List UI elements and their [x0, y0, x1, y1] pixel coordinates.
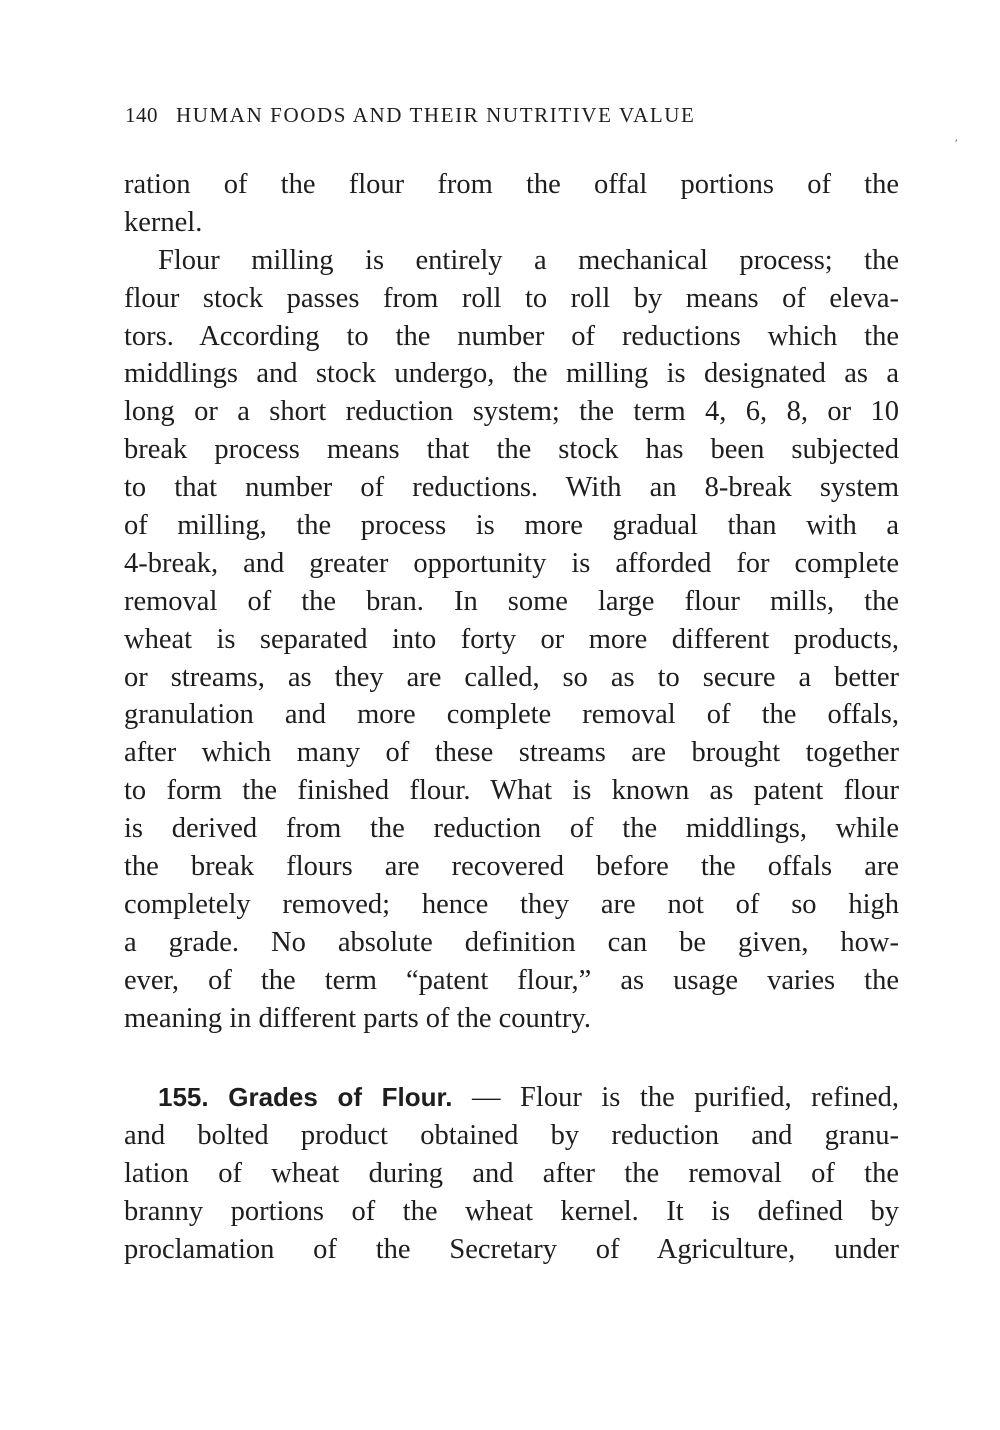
main-text [124, 166, 899, 1037]
stray-ink-mark: ′ [955, 136, 958, 150]
text-line: branny portions of the wheat kernel. It is defined by [124, 1195, 899, 1227]
section-first-line [124, 1079, 899, 1117]
text-line: tors. According to the number of reductions which the [124, 320, 899, 352]
text-line: granulation and more complete removal of the offals, [124, 699, 899, 731]
text-line: middlings and stock undergo, the milling is designated as a [124, 358, 899, 390]
section-heading: 155. Grades of Flour. [158, 1082, 453, 1112]
text-line: proclamation of the Secretary of Agriculture, under [124, 1233, 899, 1265]
text-line: or streams, as they are called, so as to secure a better [124, 661, 899, 693]
text-line: break process means that the stock has been subjected [124, 434, 899, 466]
text-line: 4-break, and greater opportunity is afforded for complete [124, 547, 899, 579]
text-line: to form the finished flour. What is known as patent flour [124, 775, 899, 807]
text-line: after which many of these streams are brought together [124, 737, 899, 769]
running-title: HUMAN FOODS AND THEIR NUTRITIVE VALUE [176, 103, 696, 127]
section-155 [124, 1079, 899, 1268]
text-line: ration of the flour from the offal portions of the [124, 169, 899, 200]
text-line: meaning in different parts of the country. [124, 1002, 591, 1034]
running-head [125, 103, 845, 137]
text-line: of milling, the process is more gradual than with a [124, 510, 899, 542]
text-line: flour stock passes from roll to roll by means of eleva- [124, 282, 899, 314]
text-line: ever, of the term “patent flour,” as usage varies the [124, 964, 899, 996]
section-first-line-text: — Flour is the purified, refined, [472, 1082, 899, 1113]
text-line: lation of wheat during and after the removal of the [124, 1157, 899, 1189]
text-line: wheat is separated into forty or more different products, [124, 623, 899, 655]
text-line: is derived from the reduction of the middlings, while [124, 813, 899, 845]
page-number: 140 [125, 103, 158, 127]
text-line: kernel. [124, 206, 203, 238]
text-line: completely removed; hence they are not of so high [124, 888, 899, 920]
text-line: Flour milling is entirely a mechanical process; the [158, 244, 899, 276]
text-line: and bolted product obtained by reduction and granu- [124, 1119, 899, 1151]
text-line: a grade. No absolute definition can be given, how- [124, 926, 899, 958]
text-line: removal of the bran. In some large flour mills, the [124, 585, 899, 617]
text-line: to that number of reductions. With an 8-break system [124, 472, 899, 504]
text-line: the break flours are recovered before the offals are [124, 851, 899, 883]
text-line: long or a short reduction system; the term 4, 6, 8, or 10 [124, 396, 899, 428]
